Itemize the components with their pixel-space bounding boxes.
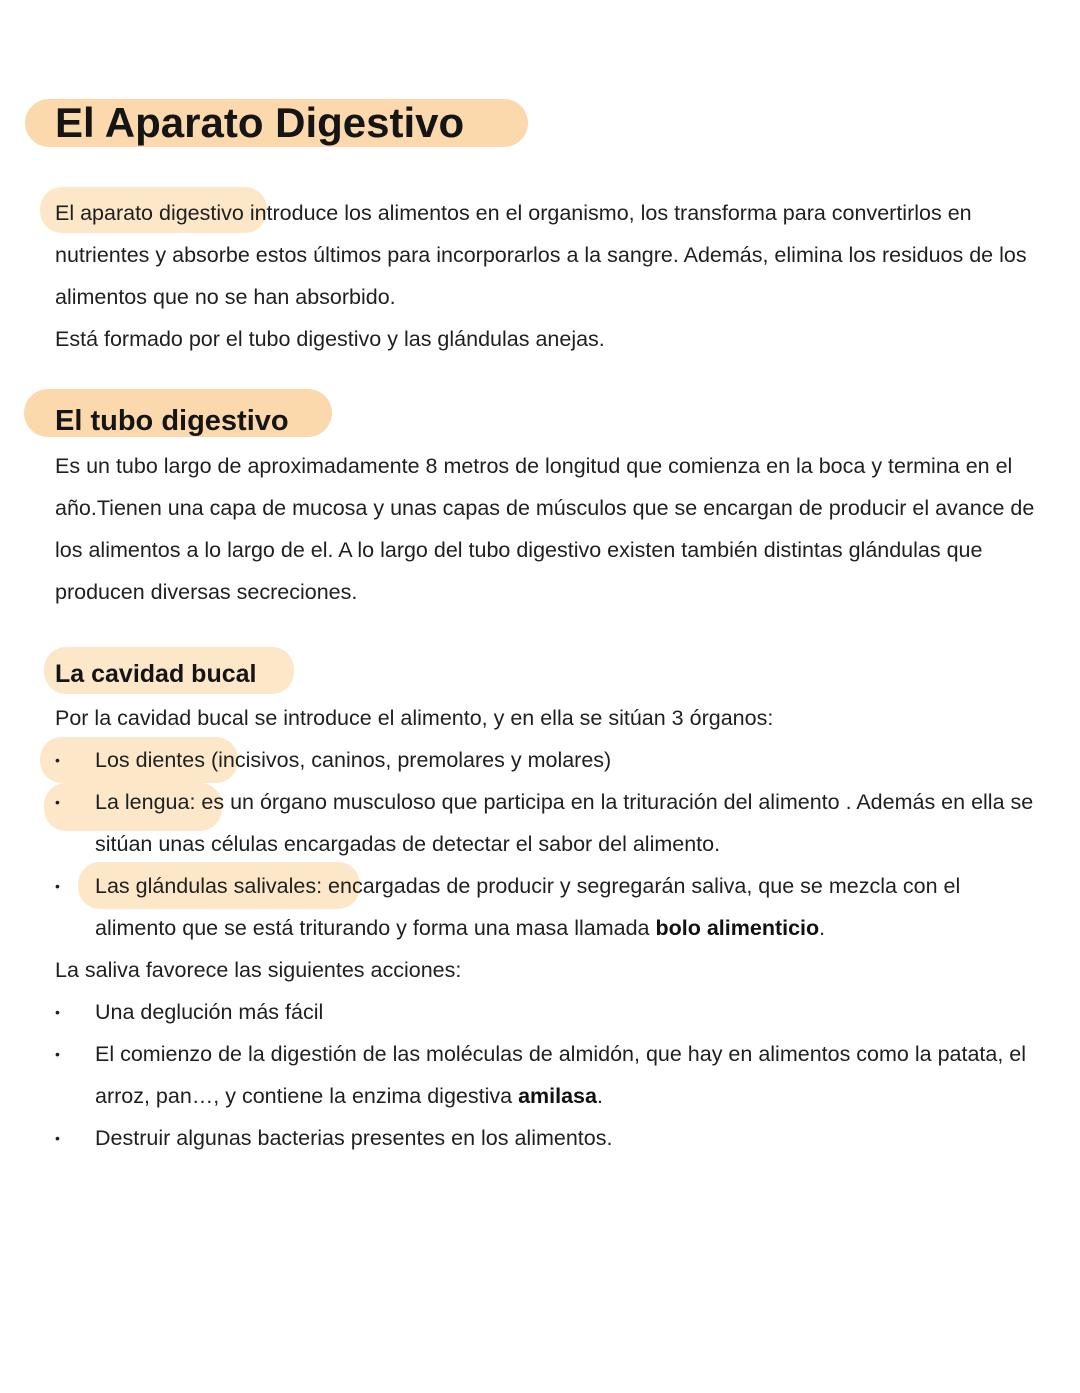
bullet-2: • xyxy=(55,794,60,810)
amilasa-term: amilasa xyxy=(518,1084,597,1108)
bullet-3: • xyxy=(55,878,60,894)
organ-item-glandulas xyxy=(95,865,1045,949)
bullet-5: • xyxy=(55,1046,60,1062)
organ-item-dientes: Los dientes (incisivos, caninos, premolares y molares) xyxy=(95,748,612,772)
tubo-paragraph: Es un tubo largo de aproximadamente 8 metros de longitud que comienza en la boca y termina en el año.Tienen una capa de mucosa y unas capas de músculos que se encargan de producir el avance de los alimentos a lo largo de el. A lo largo del tubo digestivo existen también distintas glándulas que producen diversas secreciones. xyxy=(55,454,1035,604)
organ-glandulas-after: . xyxy=(819,916,826,940)
action-almidon-after: . xyxy=(596,1084,603,1108)
organ-item-lengua: La lengua: es un órgano musculoso que participa en la trituración del alimento . Además en ella se sitúan unas células encargadas de detectar el sabor del alimento. xyxy=(95,790,1034,856)
bolo-alimenticio-term: bolo alimenticio xyxy=(655,916,820,940)
tubo-heading: El tubo digestivo xyxy=(55,405,289,437)
intro-paragraph xyxy=(55,192,1045,318)
intro-line2: Está formado por el tubo digestivo y las glándulas anejas. xyxy=(55,327,605,351)
bullet-4: • xyxy=(55,1004,60,1020)
cavidad-heading: La cavidad bucal xyxy=(55,660,257,688)
cavidad-intro: Por la cavidad bucal se introduce el alimento, y en ella se sitúan 3 órganos: xyxy=(55,706,774,730)
organ-glandulas-text: Las glándulas salivales: encargadas de producir y segregarán saliva, que se mezcla con el alimento que se está triturando y forma una masa llamada xyxy=(95,874,961,940)
action-item-deglucion: Una deglución más fácil xyxy=(95,1000,324,1024)
bullet-6: • xyxy=(55,1130,60,1146)
saliva-intro: La saliva favorece las siguientes acciones: xyxy=(55,958,462,982)
action-almidon-text: El comienzo de la digestión de las moléculas de almidón, que hay en alimentos como la patata, el arroz, pan…, y contiene la enzima digestiva xyxy=(95,1042,1027,1108)
intro-rest-text: introduce los alimentos en el organismo, los transforma para convertirlos en nutrientes y absorbe estos últimos para incorporarlos a la sangre. Además, elimina los residuos de los alimentos que no se han absorbido. xyxy=(55,201,1027,309)
page-title: El Aparato Digestivo xyxy=(55,99,465,146)
bullet-1: • xyxy=(55,752,60,768)
intro-highlight-text: El aparato digestivo xyxy=(55,201,244,225)
action-item-almidon xyxy=(95,1033,1045,1117)
action-item-bacterias: Destruir algunas bacterias presentes en los alimentos. xyxy=(95,1126,613,1150)
